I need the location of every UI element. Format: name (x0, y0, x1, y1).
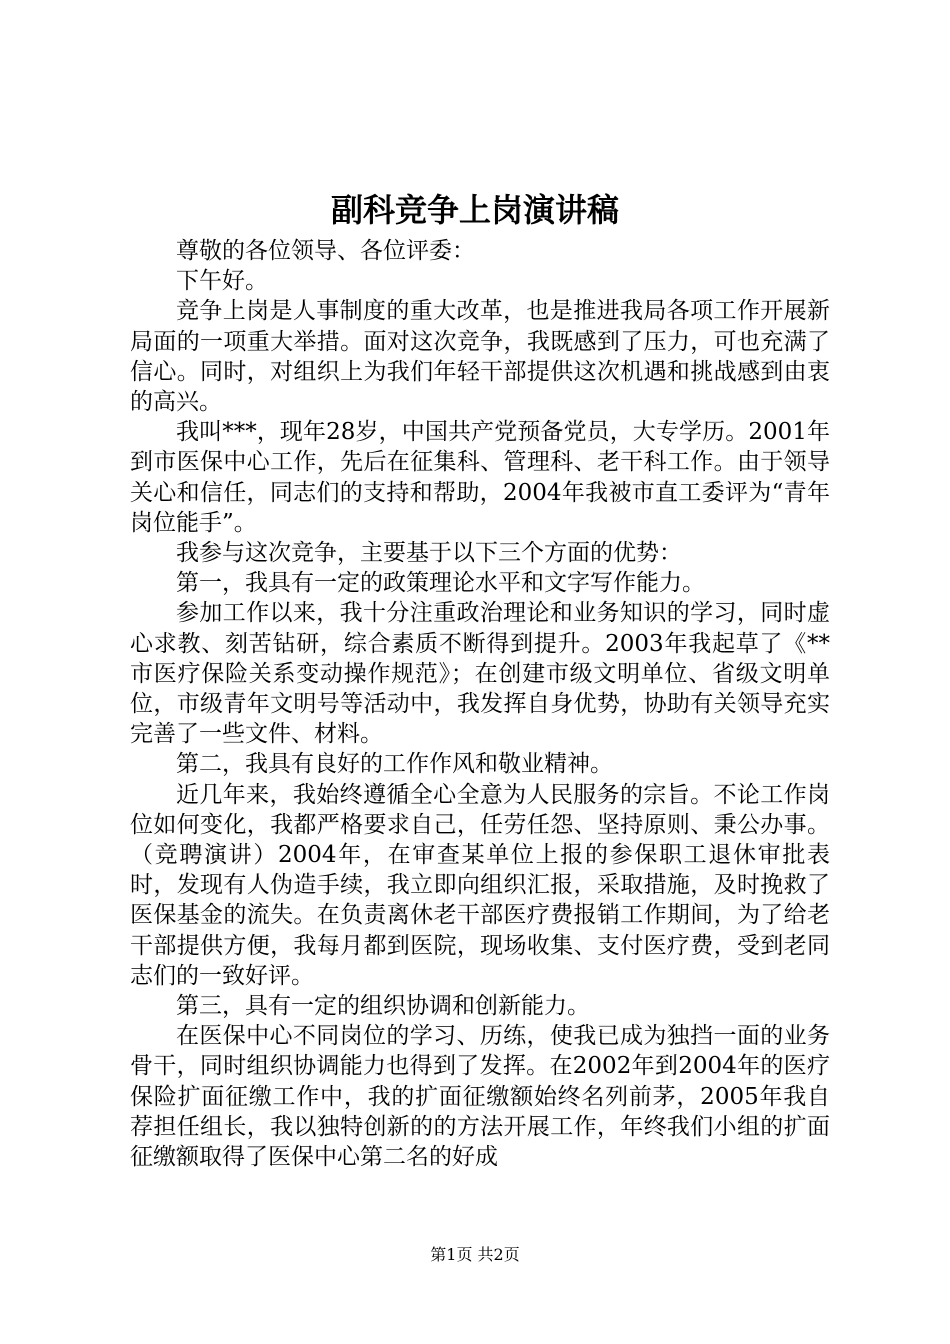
document-title: 副科竞争上岗演讲稿 (330, 191, 619, 229)
heading-advantage-2: 第二，我具有良好的工作作风和敬业精神。 (176, 751, 613, 778)
document-body (130, 236, 830, 1172)
paragraph-advantage-1: 参加工作以来，我十分注重政治理论和业务知识的学习，同时虚心求教、刻苦钻研，综合素质不断得到提升。2003年我起草了《**市医疗保险关系变动操作规范》；在创建市级文明单位、省级文明单位，市级青年文明号等活动中，我发挥自身优势，协助有关领导充实完善了一些文件、材料。 (130, 600, 830, 748)
paragraph-advantage-2: 近几年来，我始终遵循全心全意为人民服务的宗旨。不论工作岗位如何变化，我都严格要求自己，任劳任怨、坚持原则、秉公办事。（竞聘演讲）2004年，在审查某单位上报的参保职工退休审批表时，发现有人伪造手续，我立即向组织汇报，采取措施，及时挽救了医保基金的流失。在负责离休老干部医疗费报销工作期间，为了给老干部提供方便，我每月都到医院，现场收集、支付医疗费，受到老同志们的一致好评。 (130, 781, 830, 989)
paragraph-advantages-lead: 我参与这次竞争，主要基于以下三个方面的优势： (176, 540, 682, 567)
paragraph-advantage-3: 在医保中心不同岗位的学习、历练，使我已成为独挡一面的业务骨干，同时组织协调能力也得到了发挥。在2002年到2004年的医疗保险扩面征缴工作中，我的扩面征缴额始终名列前茅，2005年我自荐担任组长，我以独特创新的的方法开展工作，年终我们小组的扩面征缴额取得了医保中心第二名的好成 (130, 1023, 830, 1171)
paragraph-self-introduction: 我叫***，现年28岁，中国共产党预备党员，大专学历。2001年到市医保中心工作，先后在征集科、管理科、老干科工作。由于领导关心和信任，同志们的支持和帮助，2004年我被市直工委评为“青年岗位能手”。 (130, 419, 830, 536)
salutation: 尊敬的各位领导、各位评委： (176, 238, 475, 264)
page-number-footer: 第1页 共2页 (430, 1245, 520, 1264)
greeting: 下午好。 (176, 268, 268, 295)
heading-advantage-3: 第三，具有一定的组织协调和创新能力。 (176, 993, 590, 1020)
paragraph-intro: 竞争上岗是人事制度的重大改革，也是推进我局各项工作开展新局面的一项重大举措。面对这次竞争，我既感到了压力，可也充满了信心。同时，对组织上为我们年轻干部提供这次机遇和挑战感到由衷的高兴。 (130, 298, 830, 416)
heading-advantage-1: 第一，我具有一定的政策理论水平和文字写作能力。 (176, 570, 705, 597)
